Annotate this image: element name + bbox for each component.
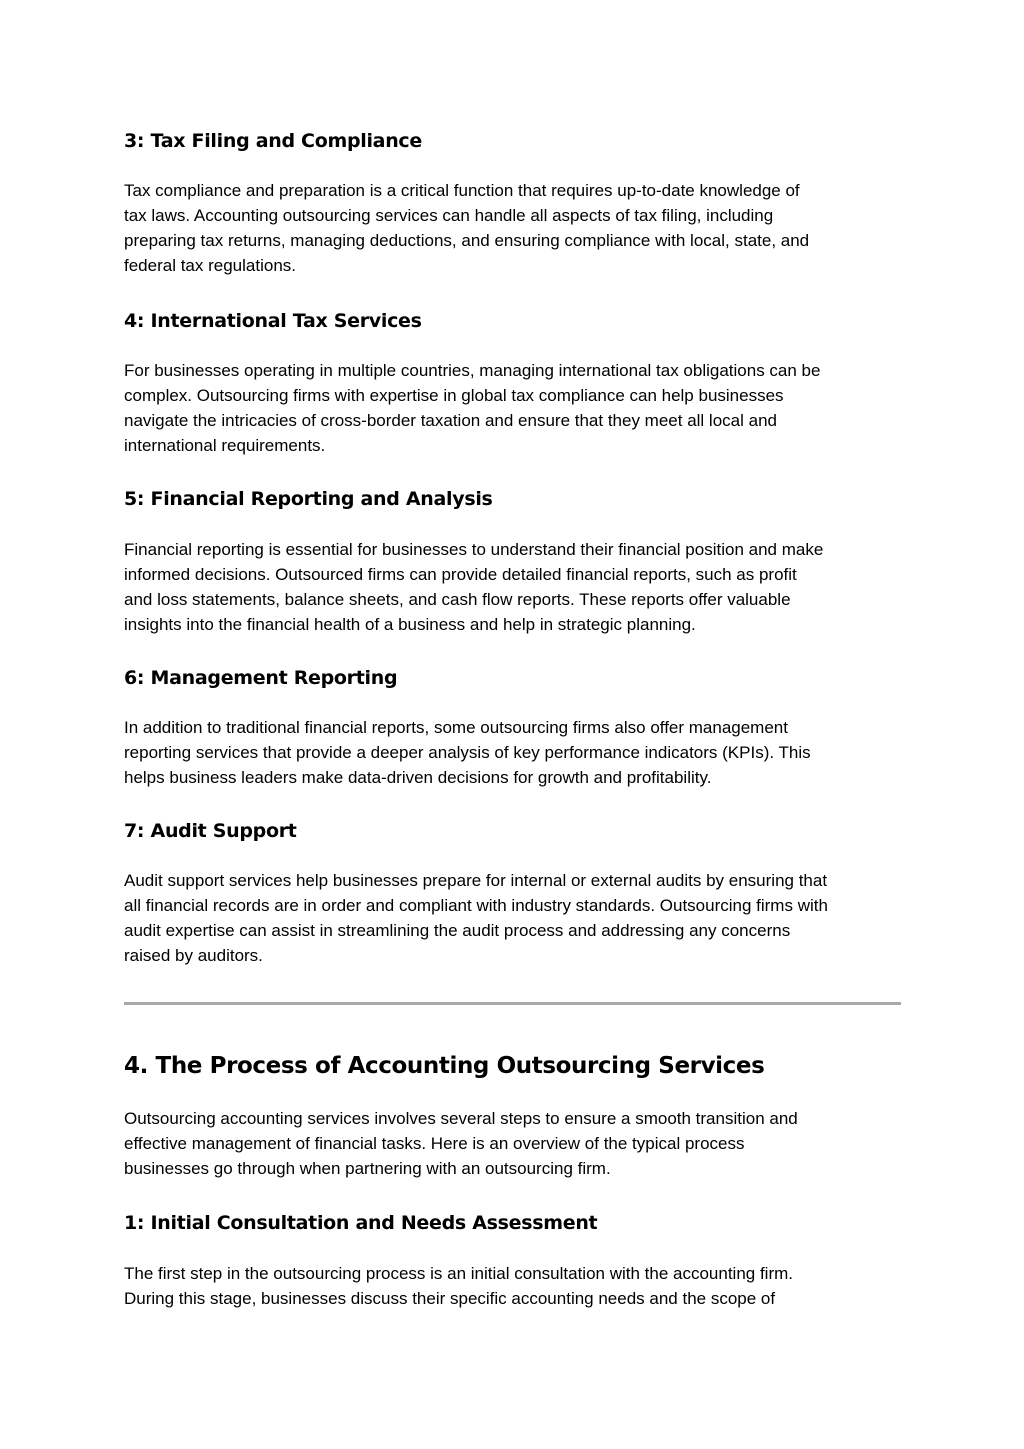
section-paragraph-audit-support	[124, 868, 904, 968]
main-heading-process: 4. The Process of Accounting Outsourcing Services	[124, 1053, 765, 1079]
paragraph-line: international requirements.	[124, 436, 326, 455]
paragraph-line: helps business leaders make data-driven decisions for growth and profitability.	[124, 768, 712, 787]
section-paragraph-financial-reporting	[124, 537, 904, 637]
paragraph-line: businesses go through when partnering with an outsourcing firm.	[124, 1159, 611, 1178]
section-heading-initial-consultation: 1: Initial Consultation and Needs Assessment	[124, 1212, 598, 1234]
section-paragraph-international-tax	[124, 358, 904, 458]
paragraph-line: reporting services that provide a deeper analysis of key performance indicators (KPIs). This	[124, 743, 811, 762]
paragraph-line: Financial reporting is essential for businesses to understand their financial position and make	[124, 540, 824, 559]
paragraph-line: Tax compliance and preparation is a critical function that requires up-to-date knowledge of	[124, 181, 800, 200]
section-paragraph-initial-consultation	[124, 1261, 904, 1311]
paragraph-line: effective management of financial tasks. Here is an overview of the typical process	[124, 1134, 745, 1153]
paragraph-line: and loss statements, balance sheets, and cash flow reports. These reports offer valuable	[124, 590, 791, 609]
section-heading-audit-support: 7: Audit Support	[124, 820, 297, 842]
section-heading-management-reporting: 6: Management Reporting	[124, 667, 398, 689]
paragraph-line: insights into the financial health of a business and help in strategic planning.	[124, 615, 696, 634]
section-paragraph-management-reporting	[124, 715, 904, 790]
horizontal-divider	[124, 1002, 901, 1005]
paragraph-line: The first step in the outsourcing process is an initial consultation with the accounting firm.	[124, 1264, 794, 1283]
paragraph-line: In addition to traditional financial reports, some outsourcing firms also offer management	[124, 718, 788, 737]
paragraph-line: raised by auditors.	[124, 946, 263, 965]
paragraph-line: informed decisions. Outsourced firms can provide detailed financial reports, such as profit	[124, 565, 797, 584]
paragraph-line: all financial records are in order and compliant with industry standards. Outsourcing firms with	[124, 896, 828, 915]
process-intro-paragraph	[124, 1106, 904, 1181]
paragraph-line: federal tax regulations.	[124, 256, 296, 275]
section-heading-tax-filing: 3: Tax Filing and Compliance	[124, 130, 422, 152]
section-heading-international-tax: 4: International Tax Services	[124, 310, 422, 332]
section-paragraph-tax-filing	[124, 178, 904, 278]
paragraph-line: audit expertise can assist in streamlining the audit process and addressing any concerns	[124, 921, 791, 940]
paragraph-line: preparing tax returns, managing deductions, and ensuring compliance with local, state, and	[124, 231, 810, 250]
paragraph-line: During this stage, businesses discuss their specific accounting needs and the scope of	[124, 1289, 776, 1308]
paragraph-line: Outsourcing accounting services involves several steps to ensure a smooth transition and	[124, 1109, 798, 1128]
paragraph-line: For businesses operating in multiple countries, managing international tax obligations can be	[124, 361, 821, 380]
section-heading-financial-reporting: 5: Financial Reporting and Analysis	[124, 488, 493, 510]
paragraph-line: navigate the intricacies of cross-border taxation and ensure that they meet all local and	[124, 411, 777, 430]
paragraph-line: tax laws. Accounting outsourcing services can handle all aspects of tax filing, including	[124, 206, 774, 225]
paragraph-line: complex. Outsourcing firms with expertise in global tax compliance can help businesses	[124, 386, 784, 405]
paragraph-line: Audit support services help businesses prepare for internal or external audits by ensuring that	[124, 871, 828, 890]
